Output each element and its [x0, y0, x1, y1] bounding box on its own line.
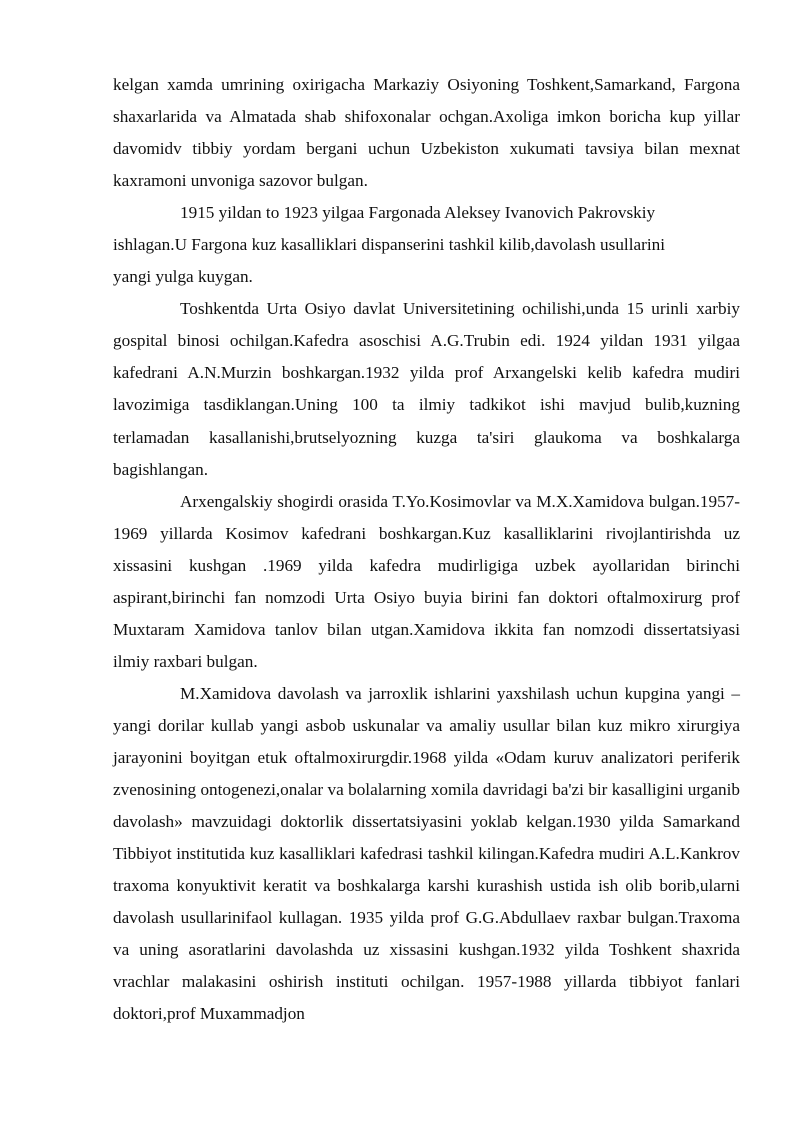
paragraph-2 [113, 197, 740, 293]
document-body [113, 69, 740, 1030]
paragraph-2-line-1: 1915 yildan to 1923 yilgaa Fargonada Aleksey Ivanovich Pakrovskiy [180, 203, 656, 223]
paragraph-2-line-2: ishlagan.U Fargona kuz kasalliklari dispanserini tashkil kilib,davolash usullarini [113, 235, 665, 255]
paragraph-1: kelgan xamda umrining oxirigacha Markaziy Osiyoning Toshkent,Samarkand, Fargona shaxarlarida va Almatada shab shifoxonalar ochgan.Axoliga imkon boricha kup yillar davomidv tibbiy yordam bergani uchun Uzbekiston xukumati tavsiya bilan mexnat kaxramoni unvoniga sazovor bulgan. [113, 75, 740, 191]
paragraph-5: M.Xamidova davolash va jarroxlik ishlarini yaxshilash uchun kupgina yangi –yangi dorilar kullab yangi asbob uskunalar va amaliy usullar bilan kuz mikro xirurgiya jarayonini boyitgan etuk oftalmoxirurgdir.1968 yilda «Odam kuruv analizatori periferik zvenosining ontogenezi,onalar va bolalarning xomila davridagi ba'zi bir kasalligini urganib davolash» mavzuidagi doktorlik dissertatsiyasini yoklab kelgan.1930 yilda Samarkand Tibbiyot institutida kuz kasalliklari kafedrasi tashkil kilingan.Kafedra mudiri A.L.Kankrov traxoma konyuktivit keratit va boshkalarga karshi kurashish ustida ish olib borib,ularni davolash usullarinifaol kullagan. 1935 yilda prof G.G.Abdullaev raxbar bulgan.Traxoma va uning asoratlarini davolashda uz xissasini kushgan.1932 yilda Toshkent shaxrida vrachlar malakasini oshirish instituti ochilgan. 1957-1988 yillarda tibbiyot fanlari doktori,prof Muxammadjon [113, 683, 740, 1024]
paragraph-3: Toshkentda Urta Osiyo davlat Universitetining ochilishi,unda 15 urinli xarbiy gospital binosi ochilgan.Kafedra asoschisi A.G.Trubin edi. 1924 yildan 1931 yilgaa kafedrani A.N.Murzin boshkargan.1932 yilda prof Arxangelski kelib kafedra mudiri lavozimiga tasdiklangan.Uning 100 ta ilmiy tadkikot ishi mavjud bulib,kuzning terlamadan kasallanishi,brutselyozning kuzga ta'siri glaukoma va boshkalarga bagishlangan. [113, 299, 740, 479]
paragraph-4: Arxengalskiy shogirdi orasida T.Yo.Kosimovlar va M.X.Xamidova bulgan.1957-1969 yillarda Kosimov kafedrani boshkargan.Kuz kasalliklarini rivojlantirishda uz xissasini kushgan .1969 yilda kafedra mudirligiga uzbek ayollaridan birinchi aspirant,birinchi fan nomzodi Urta Osiyo buyia birini fan doktori oftalmoxirurg prof Muxtaram Xamidova tanlov bilan utgan.Xamidova ikkita fan nomzodi dissertatsiyasi ilmiy raxbari bulgan. [113, 491, 740, 671]
paragraph-2-line-3: yangi yulga kuygan. [113, 267, 253, 287]
